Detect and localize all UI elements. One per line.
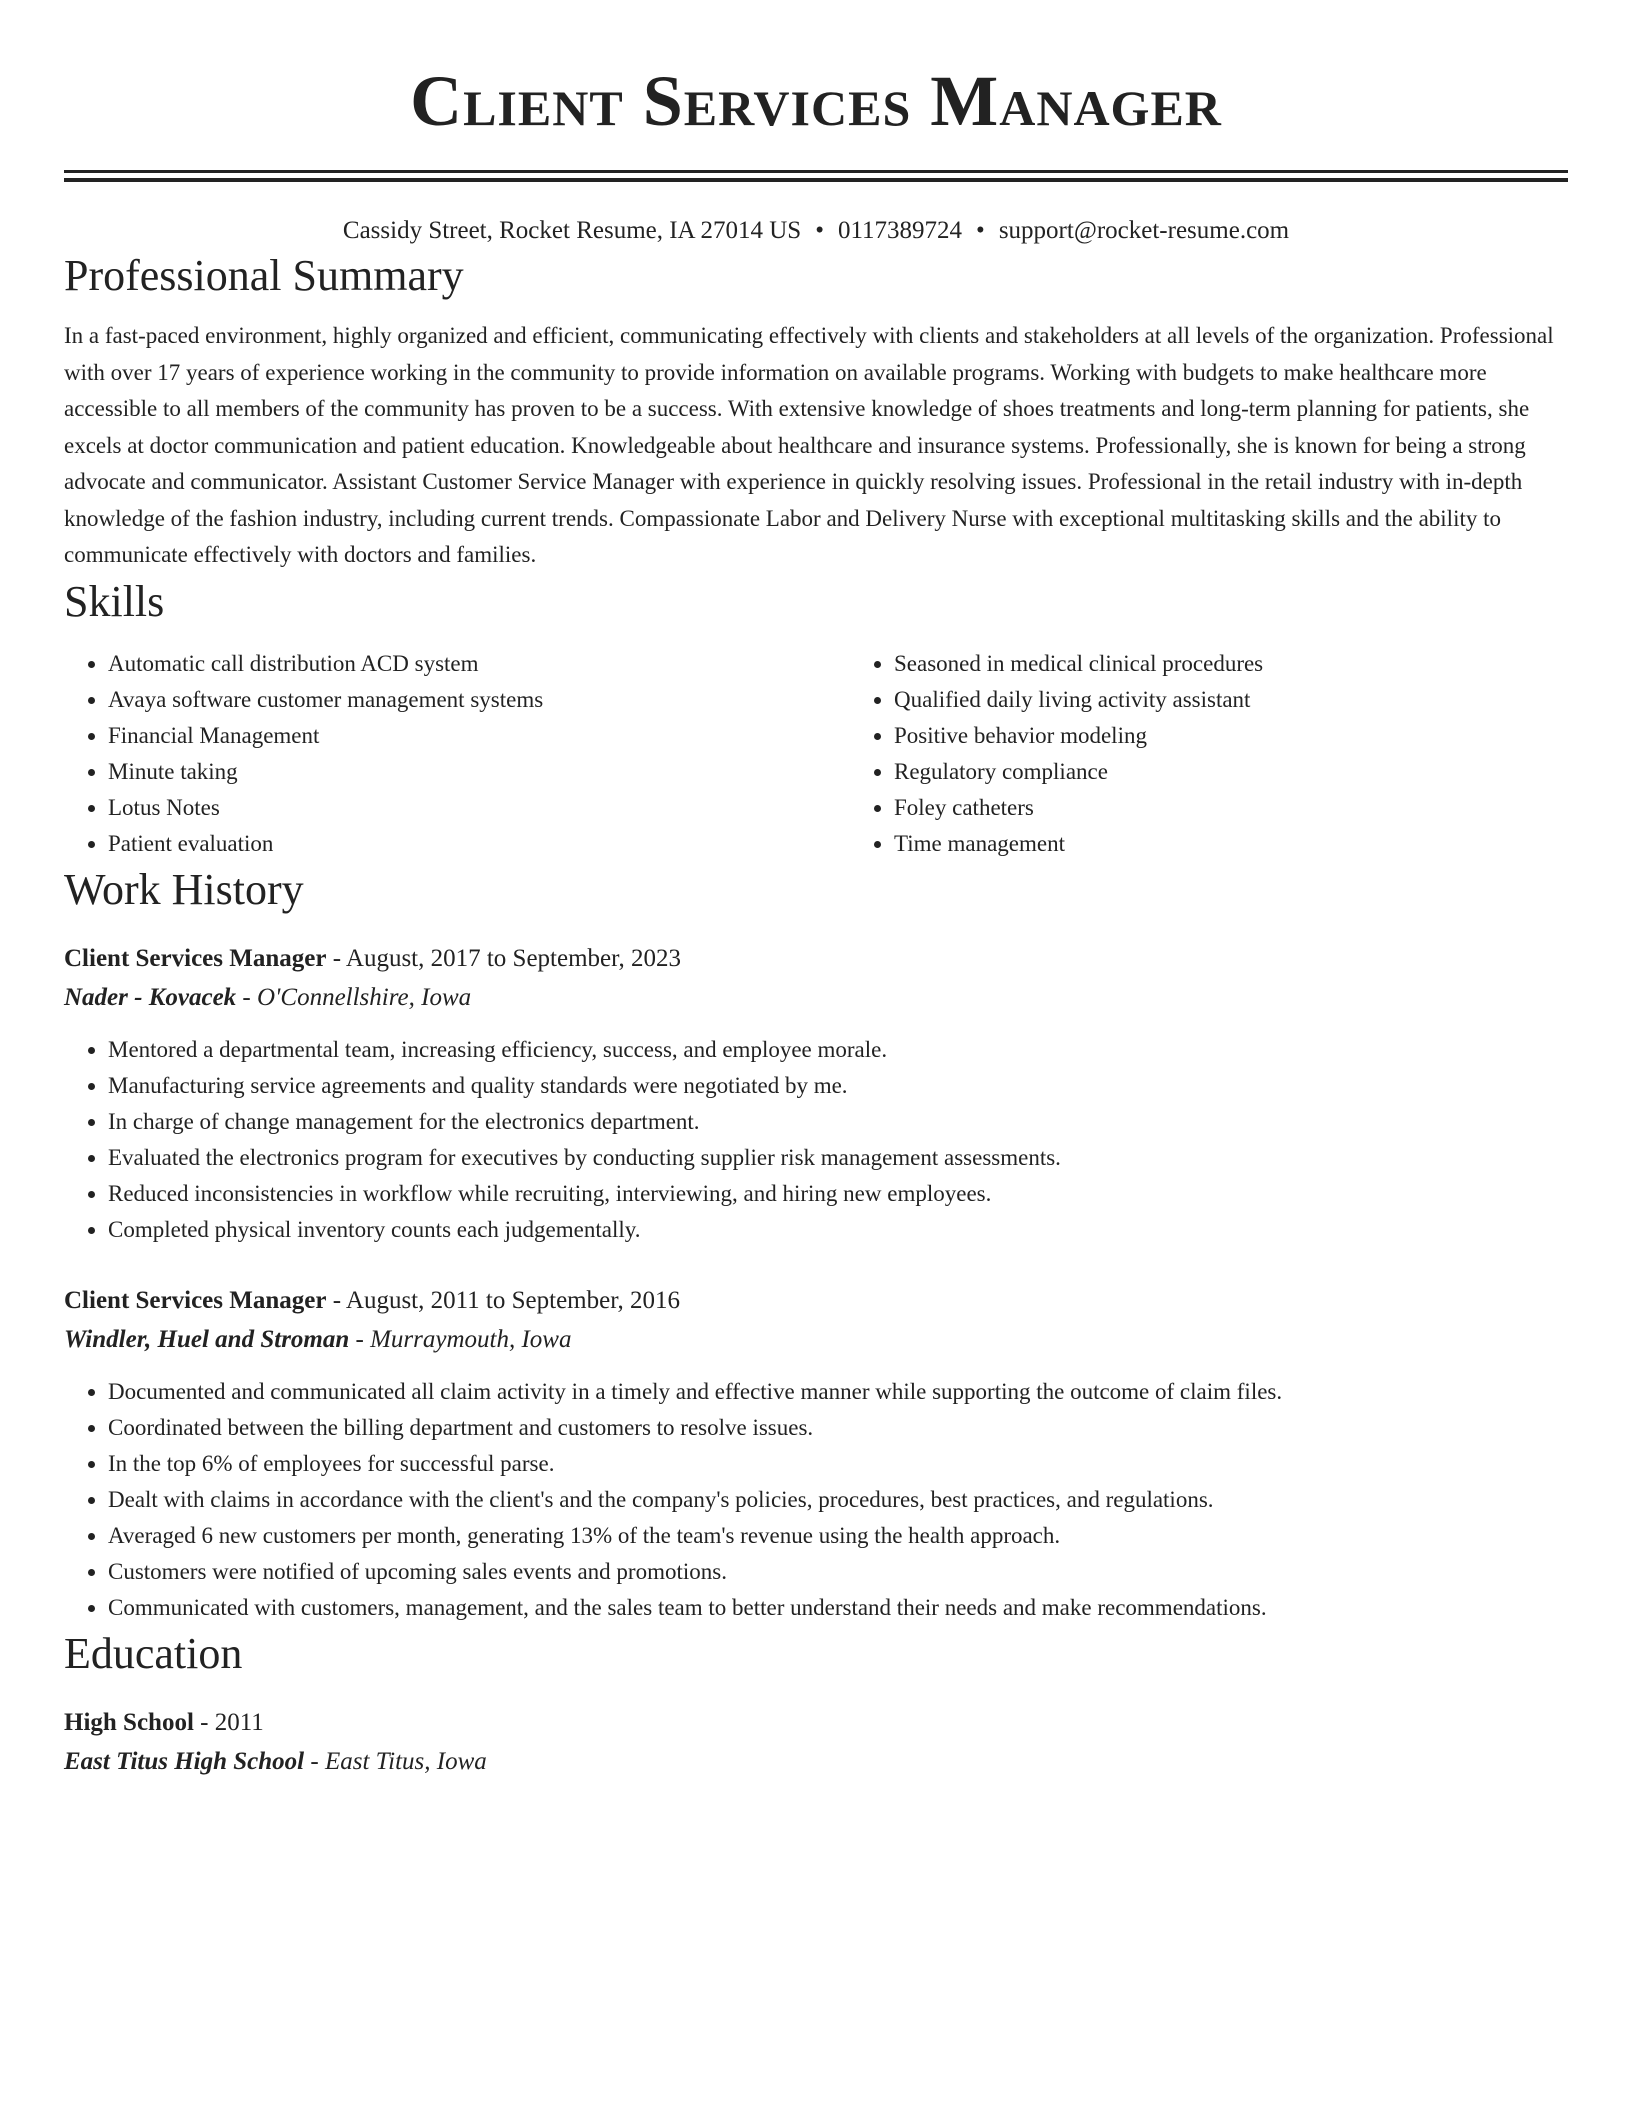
contact-address: Cassidy Street, Rocket Resume, IA 27014 US bbox=[342, 217, 802, 244]
contact-line bbox=[64, 214, 1568, 248]
skill-item: • Time management bbox=[894, 826, 1632, 862]
education-location: - East Titus, Iowa bbox=[304, 1747, 487, 1775]
job-dates: - August, 2017 to September, 2023 bbox=[326, 944, 681, 972]
job-role: Client Services Manager bbox=[64, 944, 327, 972]
summary-text: In a fast-paced environment, highly organized and efficient, communicating effectively with clients and stakeholders at all levels of the organization. Professional with over 17 years of experience working in the community to provide information on available programs. Working with budgets to make healthcare more accessible to all members of the community has proven to be a success. With extensive knowledge of shoes treatments and long-term planning for patients, she excels at doctor communication and patient education. Knowledgeable about healthcare and insurance systems. Professionally, she is known for being a strong advocate and communicator. Assistant Customer Service Manager with experience in quickly resolving issues. Professional in the retail industry with in-depth knowledge of the fashion industry, including current trends. Compassionate Labor and Delivery Nurse with exceptional multitasking skills and the ability to communicate effectively with doctors and families. bbox=[64, 323, 1554, 567]
skill-item: • Automatic call distribution ACD system bbox=[108, 646, 850, 682]
skill-item: • Patient evaluation bbox=[108, 826, 850, 862]
skill-item: • Financial Management bbox=[108, 718, 850, 754]
job-company-line bbox=[64, 978, 1568, 1018]
job-location: - Murraymouth, Iowa bbox=[349, 1325, 572, 1353]
job-bullets bbox=[64, 1032, 1568, 1248]
job-bullet: • Coordinated between the billing department and customers to resolve issues. bbox=[108, 1410, 1568, 1446]
job-bullet: • Averaged 6 new customers per month, generating 13% of the team's revenue using the health approach. bbox=[108, 1518, 1568, 1554]
job-role: Client Services Manager bbox=[64, 1286, 327, 1314]
skill-item: • Minute taking bbox=[108, 754, 850, 790]
resume-title: Client Services Manager bbox=[410, 61, 1222, 141]
job-bullet: • Manufacturing service agreements and quality standards were negotiated by me. bbox=[108, 1068, 1568, 1104]
skill-item: • Lotus Notes bbox=[108, 790, 850, 826]
title-divider bbox=[64, 170, 1568, 182]
job-header bbox=[64, 1282, 1568, 1320]
skills-columns bbox=[64, 646, 1568, 862]
job-bullet: • Dealt with claims in accordance with the client's and the company's policies, procedures, best practices, and regulations. bbox=[108, 1482, 1568, 1518]
skill-item: • Avaya software customer management systems bbox=[108, 682, 850, 718]
job-bullet: • Mentored a departmental team, increasing efficiency, success, and employee morale. bbox=[108, 1032, 1568, 1068]
job-bullet: • Completed physical inventory counts each judgementally. bbox=[108, 1212, 1568, 1248]
skill-item: • Seasoned in medical clinical procedures bbox=[894, 646, 1632, 682]
job-entry bbox=[64, 1282, 1568, 1626]
job-bullet: • Communicated with customers, management, and the sales team to better understand their needs and make recommendations. bbox=[108, 1590, 1568, 1626]
skill-item: • Regulatory compliance bbox=[894, 754, 1632, 790]
job-bullet: • In the top 6% of employees for successful parse. bbox=[108, 1446, 1568, 1482]
job-bullet: • Reduced inconsistencies in workflow while recruiting, interviewing, and hiring new employees. bbox=[108, 1176, 1568, 1212]
job-bullet: • Documented and communicated all claim activity in a timely and effective manner while supporting the outcome of claim files. bbox=[108, 1374, 1568, 1410]
job-company-line bbox=[64, 1320, 1568, 1360]
education-header bbox=[64, 1704, 1568, 1742]
skill-item: • Qualified daily living activity assistant bbox=[894, 682, 1632, 718]
section-title-summary: Professional Summary bbox=[64, 251, 464, 300]
education-entry bbox=[64, 1704, 1568, 1782]
skills-list-right bbox=[850, 646, 1632, 862]
education-school: East Titus High School bbox=[64, 1747, 305, 1775]
job-bullet: • In charge of change management for the electronics department. bbox=[108, 1104, 1568, 1140]
job-company: Windler, Huel and Stroman bbox=[64, 1325, 350, 1353]
section-title-education: Education bbox=[64, 1628, 243, 1678]
contact-email: support@rocket-resume.com bbox=[998, 217, 1290, 244]
job-dates: - August, 2011 to September, 2016 bbox=[326, 1286, 681, 1314]
section-title-work-history: Work History bbox=[64, 864, 304, 914]
education-degree: High School bbox=[64, 1708, 194, 1736]
contact-phone: 0117389724 bbox=[837, 217, 963, 244]
skill-item: • Foley catheters bbox=[894, 790, 1632, 826]
section-title-skills: Skills bbox=[64, 576, 165, 626]
job-company: Nader - Kovacek bbox=[64, 983, 237, 1011]
job-location: - O'Connellshire, Iowa bbox=[236, 983, 472, 1011]
job-bullet: • Customers were notified of upcoming sales events and promotions. bbox=[108, 1554, 1568, 1590]
education-year: - 2011 bbox=[193, 1708, 264, 1736]
job-entry bbox=[64, 940, 1568, 1248]
job-bullet: • Evaluated the electronics program for executives by conducting supplier risk management assessments. bbox=[108, 1140, 1568, 1176]
skill-item: • Positive behavior modeling bbox=[894, 718, 1632, 754]
contact-separator: • bbox=[815, 217, 824, 244]
job-header bbox=[64, 940, 1568, 978]
contact-separator: • bbox=[976, 217, 985, 244]
skills-list-left bbox=[64, 646, 850, 862]
education-school-line bbox=[64, 1742, 1568, 1782]
job-bullets bbox=[64, 1374, 1568, 1626]
